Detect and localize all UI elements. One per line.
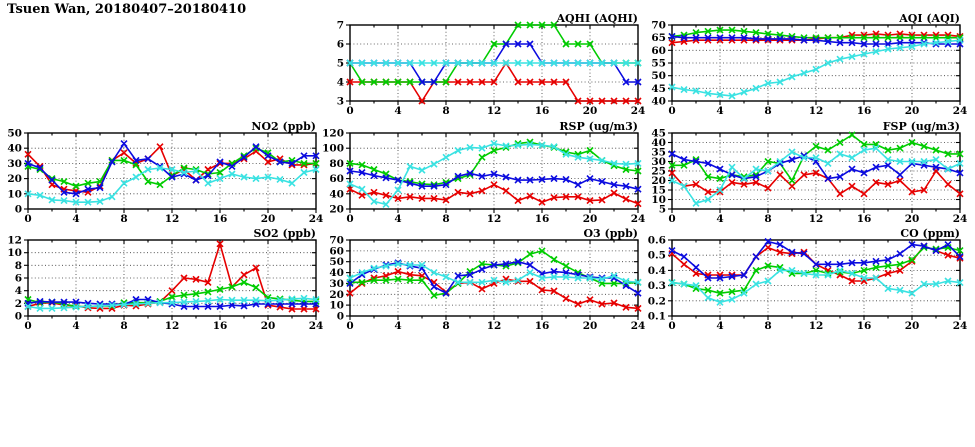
svg-text:4: 4 <box>394 320 402 332</box>
rsp-plot <box>322 121 646 225</box>
no2-plot <box>0 121 324 225</box>
svg-text:20: 20 <box>651 175 666 187</box>
axes <box>337 20 646 118</box>
so2-plot <box>0 228 324 332</box>
svg-text:8: 8 <box>442 105 450 117</box>
svg-text:8: 8 <box>764 320 772 332</box>
svg-text:25: 25 <box>651 165 666 178</box>
svg-text:8: 8 <box>764 213 772 225</box>
svg-text:2: 2 <box>14 297 22 310</box>
series-cyan <box>669 267 963 305</box>
svg-text:8: 8 <box>442 213 450 225</box>
svg-text:5: 5 <box>658 203 666 216</box>
svg-text:24: 24 <box>952 213 968 225</box>
svg-text:12: 12 <box>486 320 502 332</box>
svg-text:8: 8 <box>120 320 128 332</box>
co-plot <box>644 228 968 332</box>
svg-text:40: 40 <box>329 188 344 201</box>
svg-text:4: 4 <box>716 105 724 117</box>
chart-title-aqi: AQI (AQI) <box>899 12 960 25</box>
svg-text:24: 24 <box>308 213 324 225</box>
chart-aqhi <box>322 12 646 117</box>
svg-text:4: 4 <box>716 213 724 225</box>
series-cyan <box>347 60 641 66</box>
aqhi-plot <box>322 13 646 117</box>
chart-title-o3: O3 (ppb) <box>583 227 638 240</box>
svg-text:0: 0 <box>14 310 22 323</box>
svg-text:0.2: 0.2 <box>647 295 666 308</box>
svg-text:40: 40 <box>329 267 344 280</box>
svg-text:12: 12 <box>486 105 502 117</box>
svg-text:16: 16 <box>212 213 228 225</box>
page-title: Tsuen Wan, 20180407–20180410 <box>7 2 247 17</box>
svg-text:80: 80 <box>329 157 344 170</box>
svg-text:20: 20 <box>904 213 920 225</box>
svg-text:20: 20 <box>329 203 344 216</box>
svg-text:24: 24 <box>308 320 324 332</box>
svg-text:20: 20 <box>582 213 598 225</box>
aqi-plot <box>644 13 968 117</box>
svg-text:4: 4 <box>72 320 80 332</box>
svg-text:100: 100 <box>322 142 344 155</box>
svg-text:24: 24 <box>952 320 968 332</box>
svg-text:60: 60 <box>329 245 344 258</box>
chart-so2 <box>0 227 324 332</box>
chart-title-co: CO (ppm) <box>900 227 960 240</box>
svg-text:65: 65 <box>651 32 666 45</box>
svg-text:20: 20 <box>904 105 920 117</box>
svg-text:0: 0 <box>24 213 32 225</box>
svg-text:40: 40 <box>651 95 666 108</box>
svg-text:0.3: 0.3 <box>647 280 666 293</box>
svg-text:0: 0 <box>14 203 22 216</box>
svg-text:8: 8 <box>120 213 128 225</box>
svg-text:12: 12 <box>486 213 502 225</box>
svg-text:40: 40 <box>7 142 22 155</box>
svg-text:120: 120 <box>322 127 344 140</box>
svg-text:4: 4 <box>394 105 402 117</box>
fsp-plot <box>644 121 968 225</box>
svg-text:4: 4 <box>14 285 22 298</box>
chart-no2 <box>0 120 324 225</box>
svg-text:3: 3 <box>336 95 344 108</box>
series-blue <box>347 168 641 192</box>
svg-text:45: 45 <box>651 82 666 95</box>
svg-text:20: 20 <box>582 320 598 332</box>
svg-text:6: 6 <box>336 38 344 51</box>
svg-text:7: 7 <box>336 19 344 32</box>
svg-text:20: 20 <box>329 288 344 301</box>
svg-text:16: 16 <box>856 213 872 225</box>
svg-text:16: 16 <box>534 213 550 225</box>
svg-text:16: 16 <box>856 105 872 117</box>
svg-text:12: 12 <box>808 105 824 117</box>
svg-text:50: 50 <box>651 70 666 83</box>
series-green <box>347 22 641 85</box>
svg-text:8: 8 <box>442 320 450 332</box>
svg-text:24: 24 <box>630 320 646 332</box>
svg-text:16: 16 <box>856 320 872 332</box>
svg-text:6: 6 <box>14 272 22 285</box>
svg-text:4: 4 <box>336 76 344 89</box>
svg-text:35: 35 <box>651 146 666 159</box>
svg-text:8: 8 <box>14 259 22 272</box>
grid <box>28 133 316 209</box>
svg-text:55: 55 <box>651 57 666 70</box>
chart-title-aqhi: AQHI (AQHI) <box>556 12 638 25</box>
svg-text:20: 20 <box>904 320 920 332</box>
svg-text:0.4: 0.4 <box>647 264 666 277</box>
svg-text:0: 0 <box>24 320 32 332</box>
svg-text:40: 40 <box>651 137 666 149</box>
svg-text:24: 24 <box>630 213 646 225</box>
svg-text:0.1: 0.1 <box>647 310 666 323</box>
svg-text:60: 60 <box>651 44 666 57</box>
svg-text:0.6: 0.6 <box>647 234 666 247</box>
svg-text:0: 0 <box>668 320 676 332</box>
chart-co <box>644 227 968 332</box>
svg-text:30: 30 <box>7 157 22 170</box>
axes <box>651 128 967 226</box>
svg-text:30: 30 <box>329 277 344 290</box>
chart-rsp <box>322 120 646 225</box>
svg-text:0: 0 <box>346 213 354 225</box>
svg-text:8: 8 <box>764 105 772 117</box>
axes <box>651 20 967 118</box>
svg-text:5: 5 <box>336 57 344 70</box>
svg-text:10: 10 <box>651 194 666 206</box>
svg-text:15: 15 <box>651 184 666 197</box>
axes <box>648 235 968 333</box>
chart-title-fsp: FSP (ug/m3) <box>882 120 960 133</box>
svg-text:12: 12 <box>7 234 22 247</box>
chart-title-rsp: RSP (ug/m3) <box>559 120 638 133</box>
svg-text:0: 0 <box>336 310 344 323</box>
svg-text:24: 24 <box>952 105 968 117</box>
svg-text:4: 4 <box>72 213 80 225</box>
chart-title-no2: NO2 (ppb) <box>251 120 316 133</box>
chart-title-so2: SO2 (ppb) <box>253 227 316 240</box>
svg-text:70: 70 <box>651 19 666 32</box>
svg-text:16: 16 <box>212 320 228 332</box>
svg-text:0: 0 <box>668 213 676 225</box>
svg-text:4: 4 <box>716 320 724 332</box>
svg-text:10: 10 <box>7 247 22 260</box>
svg-text:16: 16 <box>534 105 550 117</box>
chart-fsp <box>644 120 968 225</box>
svg-text:4: 4 <box>394 213 402 225</box>
svg-text:20: 20 <box>260 320 276 332</box>
series-red <box>669 168 963 197</box>
svg-text:0: 0 <box>668 105 676 117</box>
svg-text:60: 60 <box>329 173 344 186</box>
svg-text:45: 45 <box>651 127 666 140</box>
o3-plot <box>322 228 646 332</box>
svg-text:20: 20 <box>582 105 598 117</box>
svg-text:70: 70 <box>329 234 344 247</box>
svg-text:12: 12 <box>808 213 824 225</box>
svg-text:30: 30 <box>651 156 666 168</box>
svg-text:0: 0 <box>346 105 354 117</box>
chart-o3 <box>322 227 646 332</box>
svg-text:0: 0 <box>346 320 354 332</box>
svg-text:12: 12 <box>164 320 180 332</box>
svg-text:0.5: 0.5 <box>647 249 666 262</box>
grid <box>672 25 960 101</box>
svg-text:24: 24 <box>630 105 646 117</box>
svg-text:20: 20 <box>260 213 276 225</box>
axes <box>7 235 323 333</box>
svg-text:16: 16 <box>534 320 550 332</box>
svg-text:50: 50 <box>329 256 344 269</box>
svg-text:10: 10 <box>329 299 344 312</box>
svg-text:10: 10 <box>7 188 22 201</box>
svg-text:20: 20 <box>7 173 22 186</box>
svg-text:12: 12 <box>164 213 180 225</box>
chart-aqi <box>644 12 968 117</box>
svg-text:50: 50 <box>7 127 22 140</box>
svg-text:12: 12 <box>808 320 824 332</box>
